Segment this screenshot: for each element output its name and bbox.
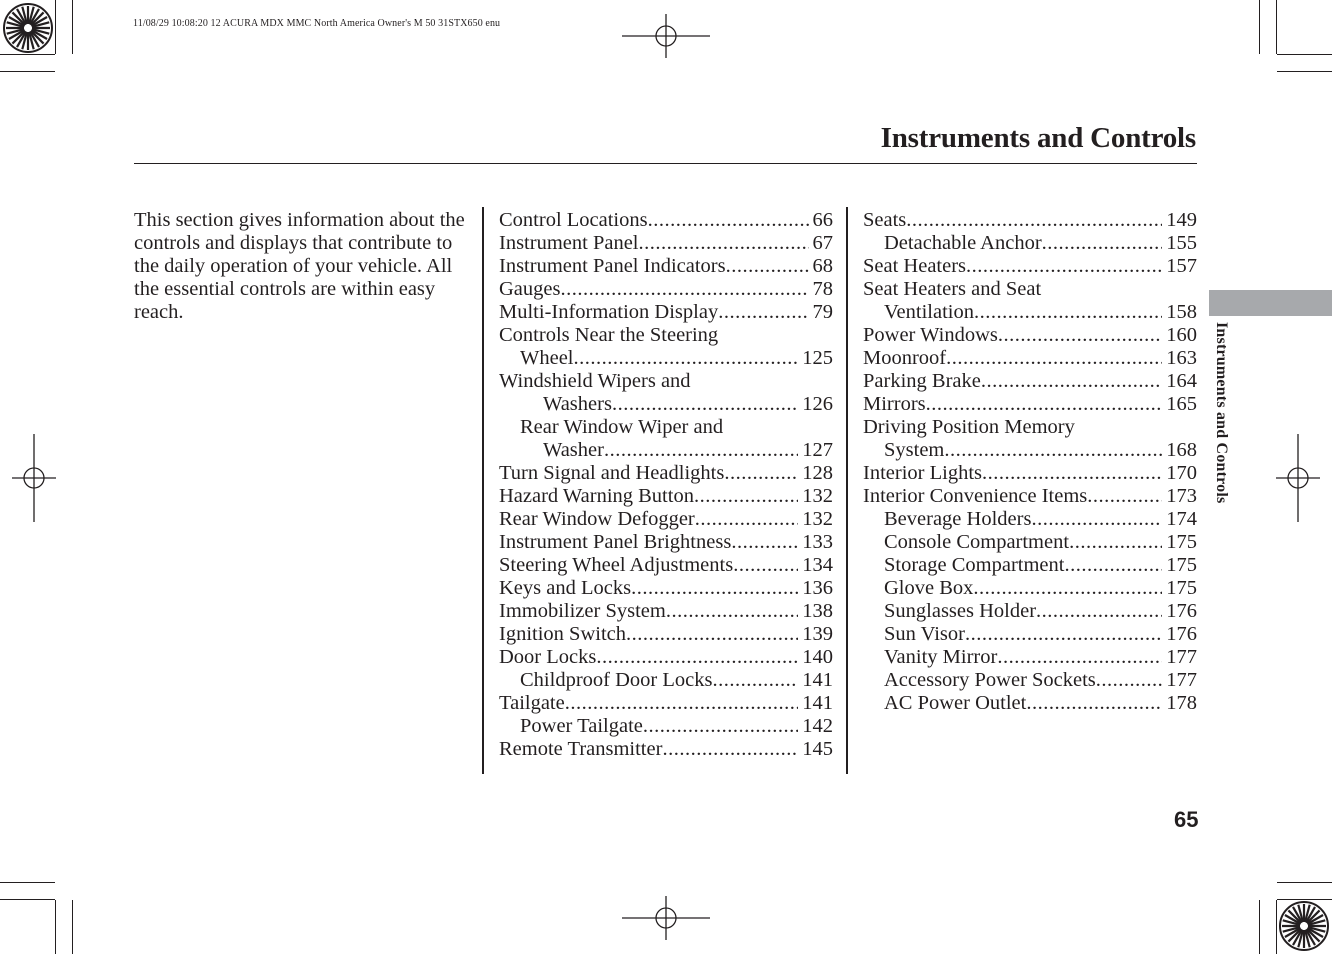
toc-entry[interactable] bbox=[499, 554, 833, 577]
toc-entry[interactable] bbox=[863, 439, 1197, 462]
toc-entry-page: 145 bbox=[802, 738, 833, 760]
leader-dots bbox=[726, 255, 809, 278]
leader-dots bbox=[574, 347, 799, 370]
leader-dots bbox=[1087, 485, 1162, 508]
toc-entry-heading[interactable]: Rear Window Wiper and bbox=[520, 416, 724, 438]
toc-entry-label: Console Compartment bbox=[884, 531, 1070, 553]
toc-entry-label: Steering Wheel Adjustments bbox=[499, 554, 734, 576]
crosshair-mark-right bbox=[1276, 434, 1320, 522]
toc-entry[interactable] bbox=[863, 485, 1197, 508]
toc-entry[interactable] bbox=[499, 255, 833, 278]
toc-entry-page: 126 bbox=[802, 393, 833, 415]
toc-entry-label: Turn Signal and Headlights bbox=[499, 462, 725, 484]
toc-entry[interactable] bbox=[499, 738, 833, 761]
toc-entry-page: 177 bbox=[1166, 646, 1197, 668]
leader-dots bbox=[662, 738, 798, 761]
toc-entry-page: 160 bbox=[1166, 324, 1197, 346]
toc-entry-label: Moonroof bbox=[863, 347, 947, 369]
toc-entry-page: 79 bbox=[812, 301, 833, 323]
toc-entry-label: Glove Box bbox=[884, 577, 974, 599]
toc-entry-page: 134 bbox=[802, 554, 833, 576]
toc-entry-page: 176 bbox=[1166, 623, 1197, 645]
toc-entry[interactable] bbox=[863, 324, 1197, 347]
leader-dots bbox=[648, 209, 809, 232]
toc-entry[interactable] bbox=[863, 301, 1197, 324]
section-tab-label: Instruments and Controls bbox=[1213, 322, 1230, 504]
toc-column-2 bbox=[863, 209, 1197, 715]
leader-dots bbox=[906, 209, 1162, 232]
toc-entry-label: Instrument Panel Brightness bbox=[499, 531, 732, 553]
toc-entry-label: Remote Transmitter bbox=[499, 738, 663, 760]
toc-entry[interactable] bbox=[499, 393, 833, 416]
toc-entry[interactable] bbox=[863, 393, 1197, 416]
toc-entry-page: 133 bbox=[802, 531, 833, 553]
toc-entry-page: 128 bbox=[802, 462, 833, 484]
toc-entry[interactable] bbox=[863, 554, 1197, 577]
toc-entry-page: 164 bbox=[1166, 370, 1197, 392]
page-title: Instruments and Controls bbox=[880, 122, 1196, 154]
toc-entry-page: 163 bbox=[1166, 347, 1197, 369]
leader-dots bbox=[1096, 669, 1162, 692]
leader-dots bbox=[560, 278, 808, 301]
toc-entry-label: Keys and Locks bbox=[499, 577, 632, 599]
toc-entry-page: 139 bbox=[802, 623, 833, 645]
toc-column-1 bbox=[499, 209, 833, 761]
leader-dots bbox=[718, 301, 808, 324]
toc-entry[interactable] bbox=[863, 347, 1197, 370]
toc-entry-page: 177 bbox=[1166, 669, 1197, 691]
leader-dots bbox=[997, 646, 1162, 669]
leader-dots bbox=[982, 462, 1162, 485]
toc-entry-heading[interactable]: Controls Near the Steering bbox=[499, 324, 719, 346]
toc-entry-label: Control Locations bbox=[499, 209, 648, 231]
toc-entry-label: Instrument Panel bbox=[499, 232, 639, 254]
leader-dots bbox=[604, 439, 798, 462]
print-meta-line: 11/08/29 10:08:20 12 ACURA MDX MMC North America Owner's M 50 31STX650 enu bbox=[133, 18, 501, 29]
crosshair-mark-bottom bbox=[622, 896, 710, 940]
toc-entry[interactable] bbox=[863, 255, 1197, 278]
toc-entry-label: System bbox=[884, 439, 945, 461]
title-rule bbox=[134, 163, 1197, 164]
toc-entry-heading[interactable]: Driving Position Memory bbox=[863, 416, 1075, 438]
toc-entry[interactable] bbox=[863, 669, 1197, 692]
toc-entry-page: 66 bbox=[812, 209, 833, 231]
toc-entry[interactable] bbox=[863, 370, 1197, 393]
toc-entry-label: Immobilizer System bbox=[499, 600, 666, 622]
toc-entry-label: AC Power Outlet bbox=[884, 692, 1027, 714]
toc-entry-label: Washers bbox=[543, 393, 612, 415]
toc-entry-label: Detachable Anchor bbox=[884, 232, 1042, 254]
leader-dots bbox=[724, 462, 798, 485]
leader-dots bbox=[631, 577, 798, 600]
toc-entry-page: 125 bbox=[802, 347, 833, 369]
toc-entry-page: 158 bbox=[1166, 301, 1197, 323]
toc-entry[interactable] bbox=[499, 232, 833, 255]
toc-entry-heading[interactable]: Seat Heaters and Seat bbox=[863, 278, 1042, 300]
toc-entry[interactable] bbox=[863, 232, 1197, 255]
toc-entry-label: Hazard Warning Button bbox=[499, 485, 694, 507]
toc-entry-page: 141 bbox=[802, 692, 833, 714]
leader-dots bbox=[946, 347, 1162, 370]
section-intro: This section gives information about the controls and displays that contribute to the daily operation of your vehicle. All the essential controls are within easy reach. bbox=[134, 209, 465, 323]
toc-entry-label: Ignition Switch bbox=[499, 623, 626, 645]
toc-entry[interactable] bbox=[863, 531, 1197, 554]
leader-dots bbox=[1064, 554, 1162, 577]
toc-entry[interactable] bbox=[499, 508, 833, 531]
leader-dots bbox=[626, 623, 798, 646]
toc-entry[interactable] bbox=[499, 347, 833, 370]
toc-entry-page: 142 bbox=[802, 715, 833, 737]
toc-entry[interactable] bbox=[499, 209, 833, 232]
toc-entry[interactable] bbox=[863, 462, 1197, 485]
toc-entry-page: 157 bbox=[1166, 255, 1197, 277]
toc-entry[interactable] bbox=[499, 531, 833, 554]
toc-entry-label: Parking Brake bbox=[863, 370, 981, 392]
leader-dots bbox=[694, 485, 798, 508]
toc-entry-page: 175 bbox=[1166, 554, 1197, 576]
toc-entry-label: Mirrors bbox=[863, 393, 926, 415]
toc-entry-label: Beverage Holders bbox=[884, 508, 1032, 530]
toc-entry-page: 175 bbox=[1166, 577, 1197, 599]
toc-entry-page: 68 bbox=[812, 255, 833, 277]
toc-entry[interactable] bbox=[863, 646, 1197, 669]
leader-dots bbox=[1069, 531, 1162, 554]
toc-entry-page: 138 bbox=[802, 600, 833, 622]
leader-dots bbox=[981, 370, 1162, 393]
toc-entry[interactable] bbox=[499, 600, 833, 623]
toc-entry-label: Seat Heaters bbox=[863, 255, 967, 277]
leader-dots bbox=[712, 669, 798, 692]
toc-entry[interactable] bbox=[499, 715, 833, 738]
leader-dots bbox=[926, 393, 1163, 416]
toc-entry-page: 132 bbox=[802, 485, 833, 507]
toc-entry-page: 132 bbox=[802, 508, 833, 530]
toc-entry-label: Interior Lights bbox=[863, 462, 982, 484]
toc-entry-page: 178 bbox=[1166, 692, 1197, 714]
toc-entry[interactable] bbox=[863, 692, 1197, 715]
leader-dots bbox=[1031, 508, 1162, 531]
starburst-mark-bottom-right bbox=[1276, 898, 1332, 954]
toc-entry[interactable] bbox=[863, 600, 1197, 623]
leader-dots bbox=[966, 255, 1162, 278]
toc-entry[interactable] bbox=[499, 669, 833, 692]
toc-entry-label: Instrument Panel Indicators bbox=[499, 255, 726, 277]
leader-dots bbox=[1026, 692, 1162, 715]
leader-dots bbox=[733, 554, 798, 577]
leader-dots bbox=[973, 577, 1162, 600]
toc-entry[interactable] bbox=[863, 623, 1197, 646]
toc-entry[interactable] bbox=[499, 278, 833, 301]
section-tab bbox=[1209, 290, 1332, 316]
crosshair-mark-left bbox=[12, 434, 56, 522]
leader-dots bbox=[974, 301, 1162, 324]
toc-entry-label: Gauges bbox=[499, 278, 561, 300]
toc-entry[interactable] bbox=[863, 577, 1197, 600]
toc-entry-page: 141 bbox=[802, 669, 833, 691]
leader-dots bbox=[944, 439, 1162, 462]
toc-entry-page: 174 bbox=[1166, 508, 1197, 530]
toc-entry-label: Power Windows bbox=[863, 324, 998, 346]
toc-entry-page: 136 bbox=[802, 577, 833, 599]
toc-entry-label: Power Tailgate bbox=[520, 715, 643, 737]
page-number: 65 bbox=[1174, 807, 1199, 832]
toc-entry-label: Storage Compartment bbox=[884, 554, 1065, 576]
toc-entry-page: 140 bbox=[802, 646, 833, 668]
toc-entry-label: Sunglasses Holder bbox=[884, 600, 1037, 622]
toc-entry-page: 149 bbox=[1166, 209, 1197, 231]
toc-entry-page: 170 bbox=[1166, 462, 1197, 484]
leader-dots bbox=[695, 508, 798, 531]
starburst-mark-top-left bbox=[0, 0, 56, 56]
toc-entry[interactable] bbox=[499, 301, 833, 324]
toc-entry-heading[interactable]: Windshield Wipers and bbox=[499, 370, 691, 392]
toc-entry[interactable] bbox=[499, 485, 833, 508]
toc-entry-page: 165 bbox=[1166, 393, 1197, 415]
toc-entry-label: Accessory Power Sockets bbox=[884, 669, 1096, 691]
toc-entry-label: Door Locks bbox=[499, 646, 597, 668]
toc-entry-page: 175 bbox=[1166, 531, 1197, 553]
toc-entry-label: Vanity Mirror bbox=[884, 646, 998, 668]
toc-entry-label: Sun Visor bbox=[884, 623, 965, 645]
toc-entry[interactable] bbox=[499, 577, 833, 600]
toc-entry[interactable] bbox=[499, 439, 833, 462]
toc-entry[interactable] bbox=[863, 209, 1197, 232]
toc-entry-page: 173 bbox=[1166, 485, 1197, 507]
leader-dots bbox=[965, 623, 1162, 646]
toc-entry[interactable] bbox=[499, 646, 833, 669]
leader-dots bbox=[1042, 232, 1163, 255]
toc-entry-label: Washer bbox=[543, 439, 604, 461]
leader-dots bbox=[643, 715, 798, 738]
toc-entry-page: 155 bbox=[1166, 232, 1197, 254]
toc-entry-page: 127 bbox=[802, 439, 833, 461]
toc-entry-label: Rear Window Defogger bbox=[499, 508, 695, 530]
toc-entry-label: Multi-Information Display bbox=[499, 301, 719, 323]
toc-entry-page: 168 bbox=[1166, 439, 1197, 461]
toc-entry-label: Seats bbox=[863, 209, 907, 231]
leader-dots bbox=[1036, 600, 1162, 623]
toc-entry-label: Tailgate bbox=[499, 692, 565, 714]
toc-entry-page: 78 bbox=[812, 278, 833, 300]
toc-entry-page: 67 bbox=[812, 232, 833, 254]
leader-dots bbox=[612, 393, 798, 416]
leader-dots bbox=[731, 531, 798, 554]
toc-entry-label: Interior Convenience Items bbox=[863, 485, 1088, 507]
toc-entry-page: 176 bbox=[1166, 600, 1197, 622]
toc-entry[interactable] bbox=[499, 692, 833, 715]
leader-dots bbox=[998, 324, 1162, 347]
leader-dots bbox=[565, 692, 799, 715]
crosshair-mark-top bbox=[622, 14, 710, 58]
leader-dots bbox=[666, 600, 798, 623]
toc-entry[interactable] bbox=[863, 508, 1197, 531]
column-divider-1 bbox=[482, 207, 484, 774]
toc-entry-label: Wheel bbox=[520, 347, 574, 369]
toc-entry-label: Childproof Door Locks bbox=[520, 669, 713, 691]
column-divider-2 bbox=[846, 207, 848, 774]
toc-entry-label: Ventilation bbox=[884, 301, 974, 323]
leader-dots bbox=[596, 646, 798, 669]
toc-entry[interactable] bbox=[499, 623, 833, 646]
leader-dots bbox=[639, 232, 809, 255]
toc-entry[interactable] bbox=[499, 462, 833, 485]
